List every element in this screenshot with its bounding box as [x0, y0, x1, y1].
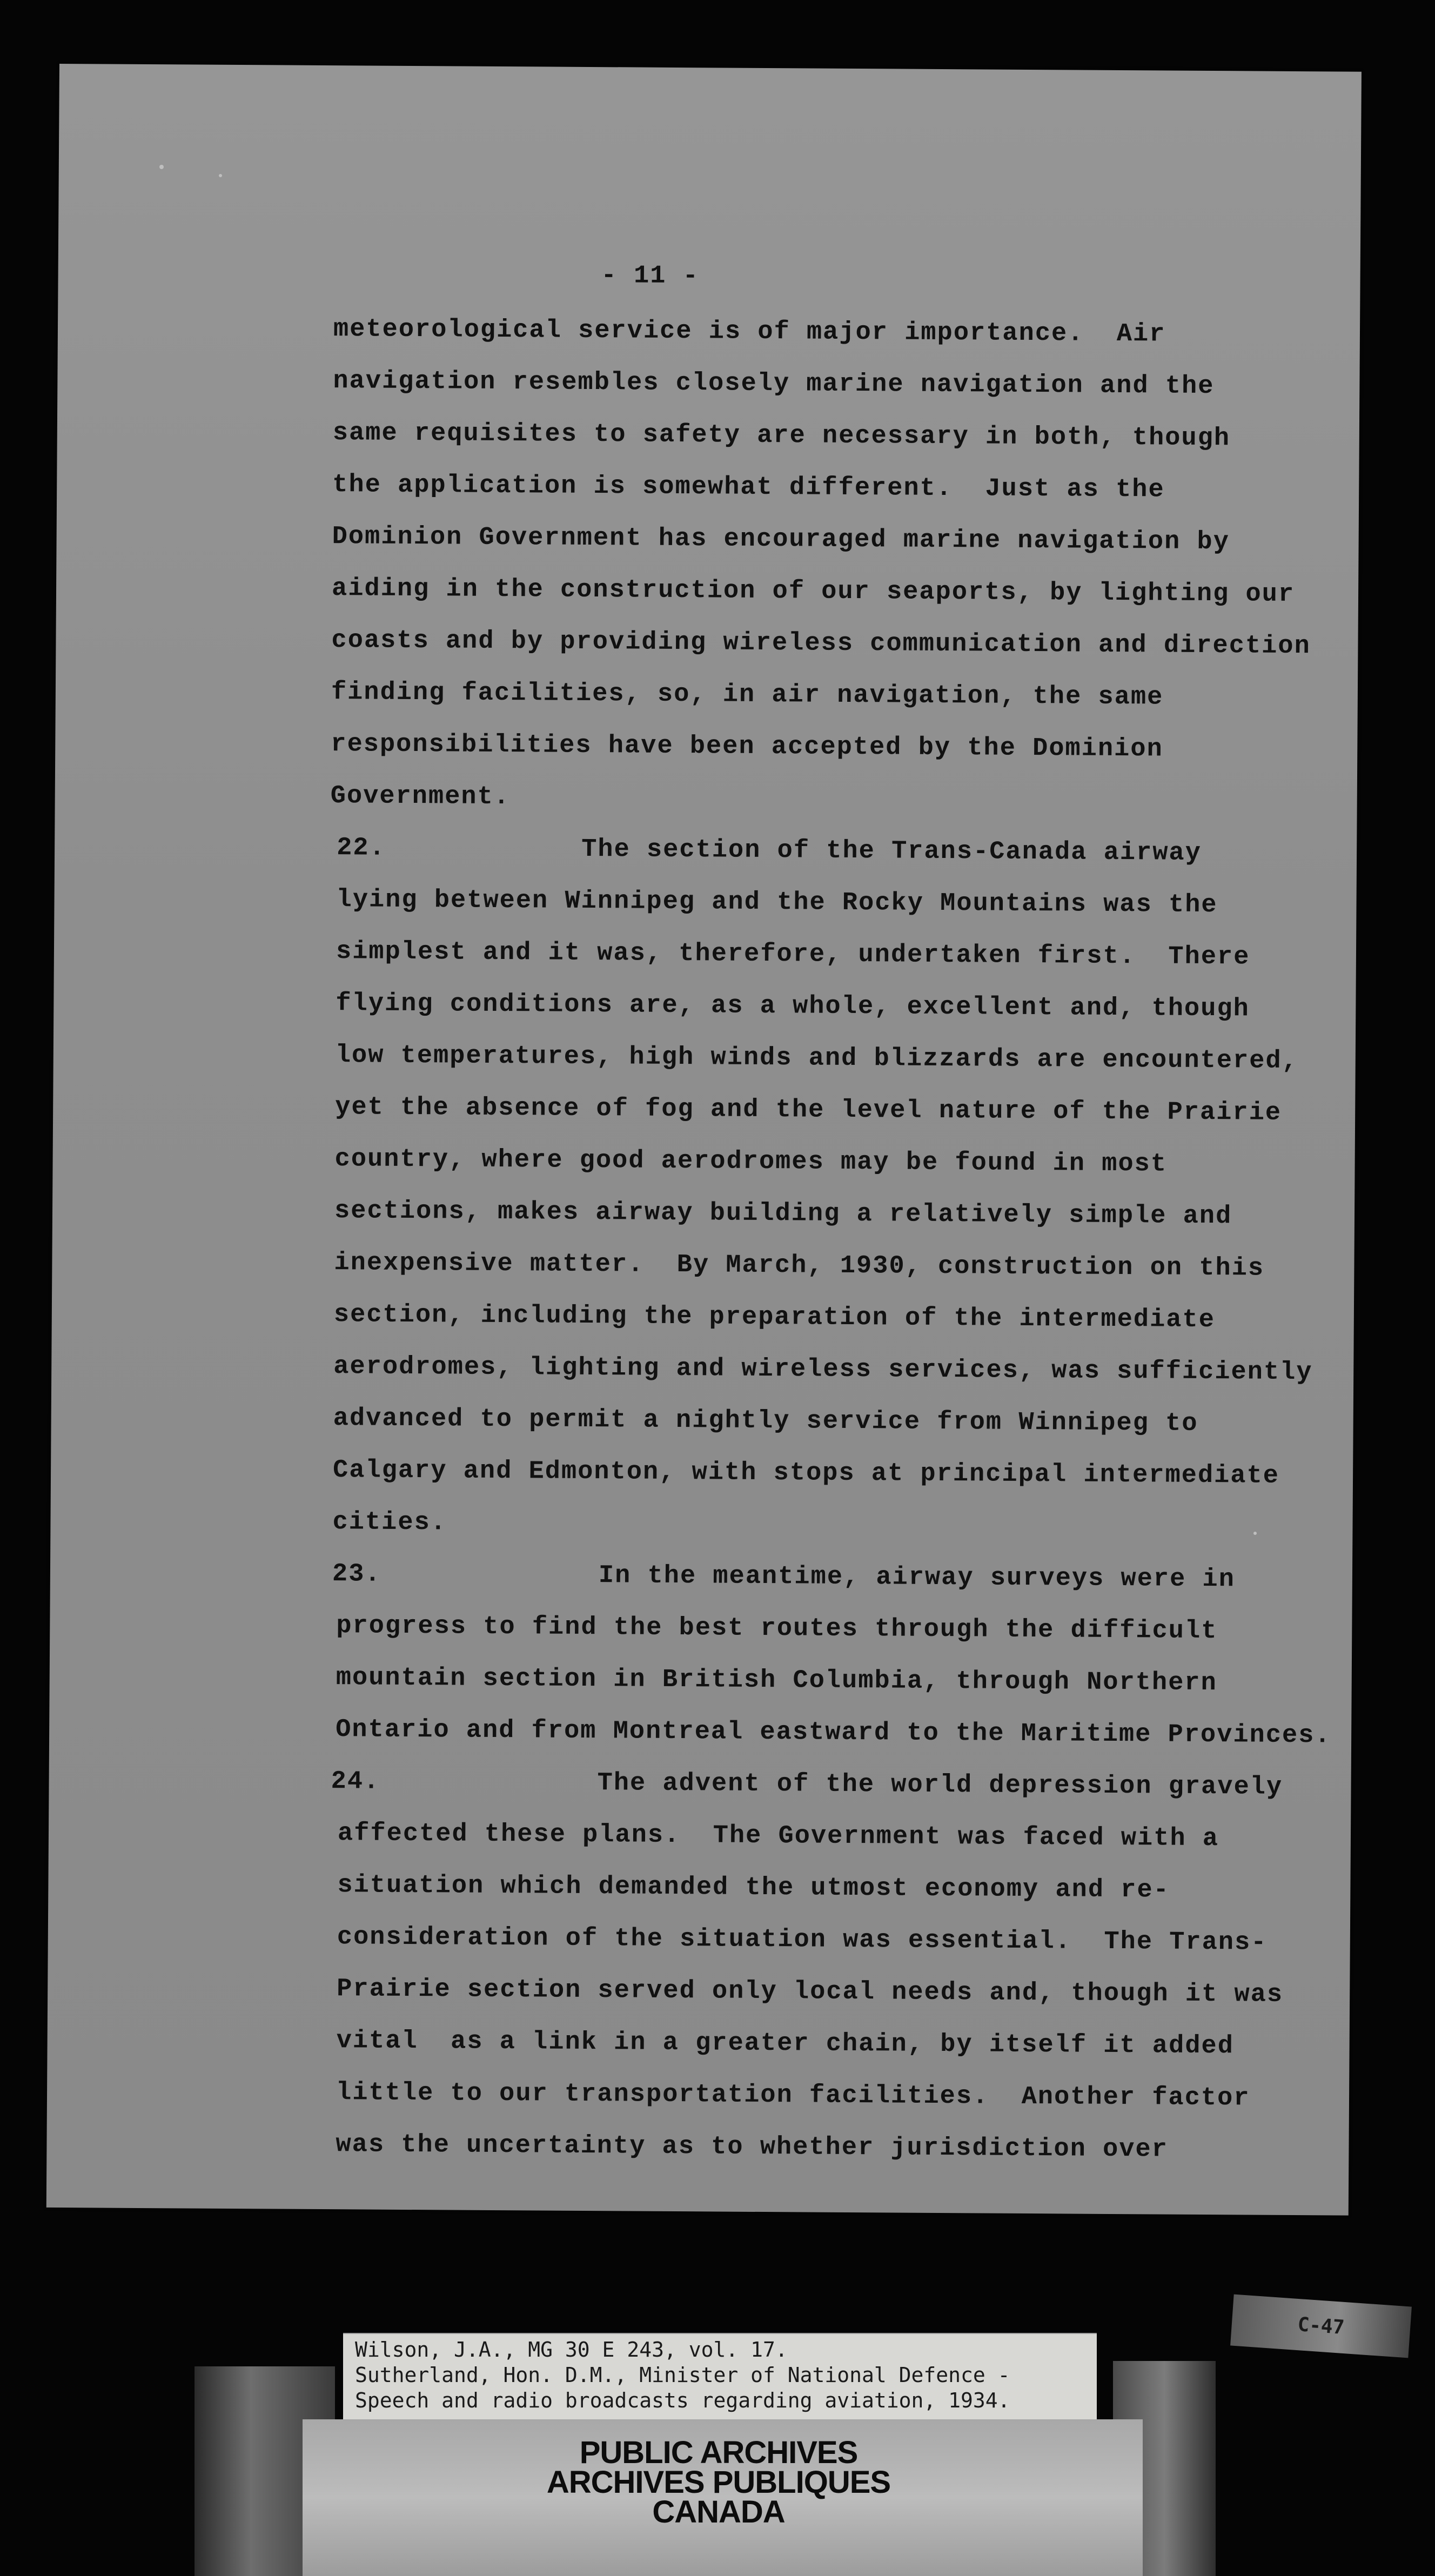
text-line: yet the absence of fog and the level nature of the Prairie: [335, 1093, 1282, 1128]
text-line: vital as a link in a greater chain, by itself it added: [336, 2027, 1235, 2061]
text-line: Ontario and from Montreal eastward to the Maritime Provinces.: [336, 1715, 1331, 1750]
paragraph-lead: The advent of the world depression gravely: [597, 1769, 1283, 1802]
text-line: the application is somewhat different. Just as the: [332, 471, 1165, 505]
text-line: progress to find the best routes through the difficult: [336, 1612, 1218, 1646]
text-line: sections, makes airway building a relatively simple and: [334, 1197, 1232, 1231]
text-line: simplest and it was, therefore, undertaken first. There: [336, 937, 1250, 972]
text-line: situation which demanded the utmost economy and re-: [337, 1871, 1170, 1905]
label-line: Speech and radio broadcasts regarding aviation, 1934.: [355, 2389, 1010, 2412]
text-line: inexpensive matter. By March, 1930, construction on this: [334, 1249, 1265, 1283]
text-line: finding facilities, so, in air navigation, the same: [331, 678, 1164, 712]
text-line: meteorological service is of major importance. Air: [333, 315, 1166, 349]
text-line: aerodromes, lighting and wireless services, was sufficiently: [333, 1352, 1313, 1387]
corner-tag-text: C-47: [1297, 2313, 1345, 2339]
text-line: low temperatures, high winds and blizzards are encountered,: [335, 1041, 1299, 1076]
text-line: responsibilities have been accepted by the Dominion: [331, 730, 1163, 764]
text-line: mountain section in British Columbia, through Northern: [336, 1663, 1217, 1698]
corner-tag: [1230, 2295, 1412, 2358]
text-line: Prairie section served only local needs and, though it was: [337, 1975, 1284, 2009]
dust-speck: [219, 174, 222, 177]
text-line: cities.: [332, 1508, 447, 1538]
text-line: lying between Winnipeg and the Rocky Mountains was the: [336, 886, 1218, 920]
text-line: consideration of the situation was essential. The Trans-: [337, 1923, 1268, 1957]
paragraph-number: 24.: [331, 1767, 380, 1796]
paragraph-number: 22.: [336, 834, 386, 863]
text-line: coasts and by providing wireless communication and direction: [331, 626, 1311, 661]
text-line: same requisites to safety are necessary in both, though: [332, 419, 1231, 453]
stamp-line: CANADA: [652, 2494, 785, 2530]
document-page: [46, 64, 1362, 2216]
text-line: section, including the preparation of the intermediate: [333, 1300, 1216, 1335]
archive-reference-label: [343, 2333, 1097, 2419]
paragraph-lead: In the meantime, airway surveys were in: [598, 1561, 1236, 1594]
paragraph-number: 23.: [332, 1560, 381, 1589]
text-line: advanced to permit a nightly service from Winnipeg to: [333, 1404, 1198, 1438]
text-line: country, where good aerodromes may be found in most: [334, 1145, 1168, 1179]
text-line: affected these plans. The Government was faced with a: [337, 1819, 1219, 1854]
text-line: little to our transportation facilities. Another factor: [336, 2078, 1250, 2113]
text-line: flying conditions are, as a whole, excellent and, though: [336, 989, 1250, 1024]
text-line: Calgary and Edmonton, with stops at principal intermediate: [332, 1456, 1280, 1491]
dust-speck: [1253, 1532, 1257, 1535]
text-line: aiding in the construction of our seaports, by lighting our: [331, 574, 1295, 609]
paragraph-lead: The section of the Trans-Canada airway: [581, 835, 1202, 868]
text-line: Dominion Government has encouraged marine navigation by: [332, 522, 1230, 557]
stamp-line: ARCHIVES PUBLIQUES: [546, 2465, 891, 2500]
text-line: Government.: [330, 782, 511, 812]
text-line: navigation resembles closely marine navigation and the: [333, 367, 1215, 401]
label-line: Wilson, J.A., MG 30 E 243, vol. 17.: [355, 2338, 788, 2362]
label-line: Sutherland, Hon. D.M., Minister of National Defence -: [355, 2363, 1010, 2387]
public-archives-stamp: [454, 2435, 983, 2530]
stamp-line: PUBLIC ARCHIVES: [579, 2435, 858, 2470]
dust-speck: [159, 165, 164, 169]
page-number: - 11 -: [601, 261, 700, 291]
text-line: was the uncertainty as to whether jurisdiction over: [336, 2130, 1169, 2164]
